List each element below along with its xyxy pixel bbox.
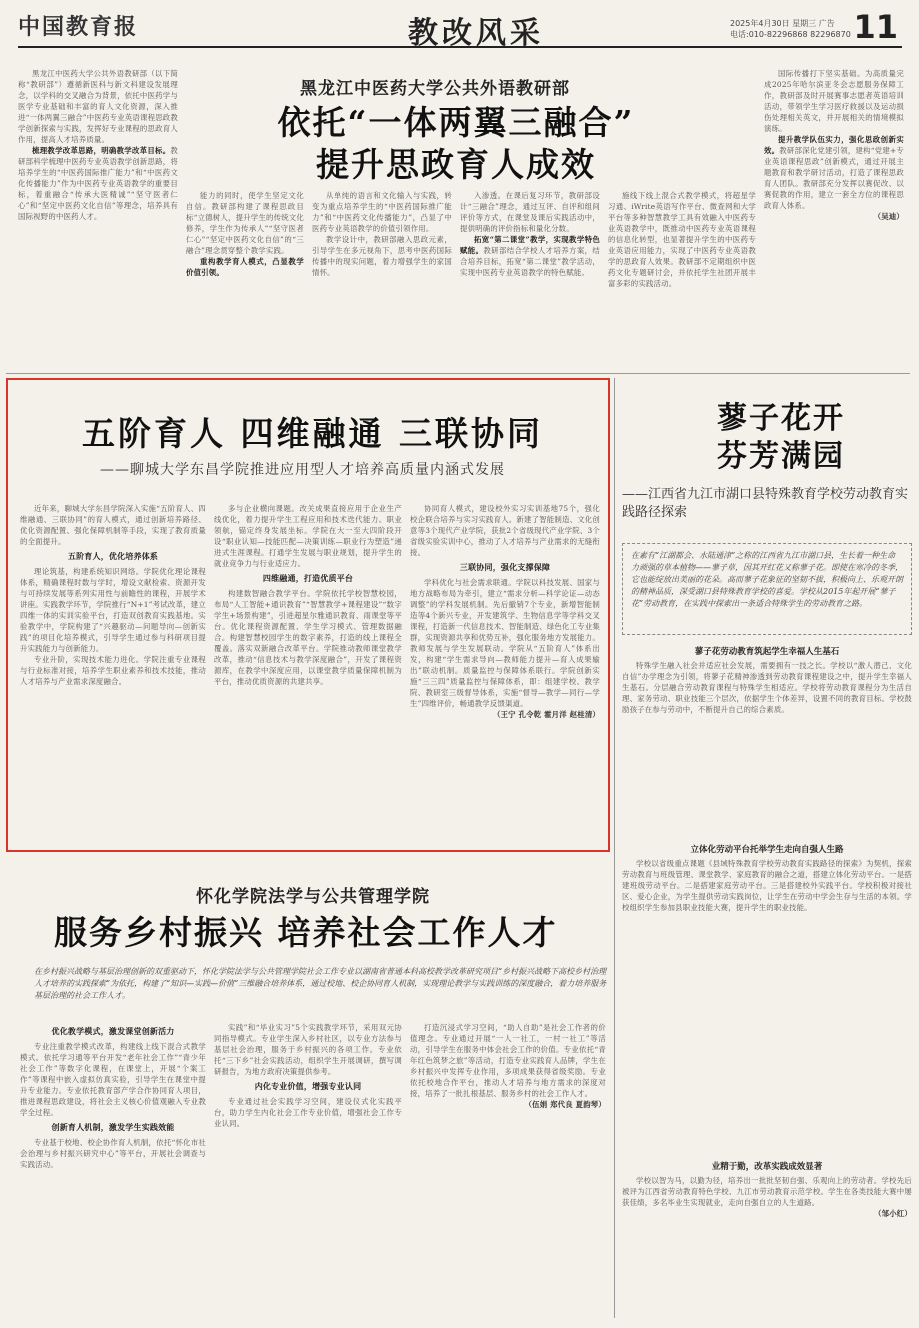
- section-heading: 四维融通，打造优质平台: [262, 573, 354, 583]
- subhead: 梳理教学改革思路，明确教学改革目标。: [32, 146, 171, 155]
- article1-col5: [608, 190, 756, 370]
- issue-meta: [730, 18, 851, 40]
- article3-heading2: 立体化劳动平台托举学生走向自强人生路: [690, 845, 844, 855]
- article2-col3: [410, 503, 600, 843]
- issue-date: 2025年4月30日 星期三 广告: [730, 19, 835, 28]
- article4-lead: 在乡村振兴战略与基层治理创新的双重驱动下，怀化学院法学与公共管理学院社会工作专业以湖南省普通本科高校教学改革研究项目“乡村振兴战略下高校乡村治理人才培养的实践探索”为依托，构建了“知识—实践—价值”三维融合培养体系，通过校地、校企协同育人机制，实现理论教学与实践训练的深度融合，着力培养服务基层治理的社会工作人才。: [34, 967, 607, 1000]
- article1-title-line1: 依托“一体两翼三融合”: [277, 103, 635, 142]
- page-number: 11: [853, 8, 898, 46]
- byline: （伍娟 郑代良 夏韵琴）: [524, 1100, 606, 1109]
- paragraph: 入渗透。在课后复习环节，教研部设计“三融合”理念，通过互评、自评和组间评价等方式，在课堂及课后实践活动中，提供明确的评价指标和量化分数。: [460, 191, 600, 233]
- article3-heading3: 业精于勤，改革实践成效显著: [711, 1162, 823, 1172]
- paragraph: 理论筑基，构建系统知识网络。学院优化理论课程体系，精确课程时数与学时，增设文献检索、资源开发与可持续发展等系列实用性与前瞻性的课程，开展学术讲座。实践教学环节，学院推行“N+1”考试改革，建立四维一体的实训实验平台，打造双创教育实践基地。实验教学中，学院构建了“兴趣驱动—问题导向—创新实践”的项目化培养模式，引导学生通过参与科研项目提升实践能力与创新能力。: [20, 567, 206, 653]
- paragraph: 从单纯的语言和文化输入与实践，转变为重点培养学生的“中医药国际推广能力”和“中医药文化传播能力”，凸显了中医药专业英语教学的价值引领作用。: [312, 191, 452, 233]
- divider: [614, 378, 615, 1318]
- section-heading: 五阶育人，优化培养体系: [67, 551, 159, 561]
- subhead: 重构教学育人模式，凸显教学价值引领。: [186, 257, 304, 277]
- byline: （王宁 孔令乾 霍月洋 赵桂清）: [493, 710, 600, 719]
- paragraph: 专业通过社会实践学习空间，建设仪式化实践平台，助力学生内化社会工作专业价值，增强社会工作专业认同。: [214, 1097, 402, 1128]
- article3-subtitle: ——江西省九江市湖口县特殊教育学校劳动教育实践路径探索: [622, 487, 909, 520]
- article3-text2: [622, 858, 912, 1148]
- article2-title: 五阶育人 四维融通 三联协同: [82, 414, 543, 453]
- article4-title: 服务乡村振兴 培养社会工作人才: [54, 913, 558, 952]
- byline: （邹小红）: [874, 1209, 912, 1218]
- paragraph: 教研部科学梳理中医药专业英语教学创新思路，将培养学生的“中医药国际推广能力”和“中医药文化传播能力”作为中医药专业英语教学的重要目标，着重融合“传承大医精诚”“坚守医者仁心”和“坚定中医药文化自信”等理念，培养具有国际视野的中医药人才。: [18, 146, 178, 221]
- paragraph: 近年来，聊城大学东昌学院深入实施“五阶育人、四维融通、三联协同”的育人模式，通过创新培养路径、优化资源配置、强化保障机制等手段，实现了教育质量的全面提升。: [20, 504, 206, 546]
- article3-title: [686, 400, 876, 476]
- article3-lead: 在素有“江湖都会、水陆通津”之称的江西省九江市湖口县，生长着一种生命力顽强的草本植物——蓼子草，因其开红花又称蓼子花。即使在寒冷的冬季，它也能绽放出美丽的花朵。高而蓼子花象征的坚韧不拔，积极向上、乐观开朗的精神品质，深受湖口县特殊教育学校的喜爱。学校从2015年起开展“蓼子花”劳动教育，在实践中探索出一条适合特殊学生的劳动教育之路。: [622, 543, 912, 635]
- paragraph: 打造沉浸式学习空间，“助人自助”是社会工作者的价值理念。专业通过开展“一人一社工，一村一社工”等活动，引导学生在服务中体会社会工作的价值。专业依托“青年红色筑梦之旅”等活动，打造专业实践育人品牌，学生在乡村振兴中发挥专业作用，多项成果获得省级奖励。专业依托校地合作平台，推动人才培养与地方需求的深度对接，培养了一批扎根基层、服务乡村的社会工作人才。: [410, 1023, 606, 1098]
- masthead: [18, 6, 902, 51]
- paragraph: 构建数智融合教学平台。学院依托学校智慧校园，布局“人工智能+通识教育”“智慧教学+课程建设”“数字学生+场景构建”，引进超星尔雅通识教育、雨课堂等平台。优化课程资源配置、学生学习模式、管理数据融合。构建智慧校园学生的数字素养，打造的线上课程全覆盖。落实双新融合改革平台。学院推动教师课堂教学改革，推动“信息技术与教学深度融合”，开发了课程资源库，在教学中深度应用，以课堂教学质量保障机制为平台，推动优质资源的共建共享。: [214, 589, 402, 686]
- paragraph: 专业基于校地、校企协作育人机制，依托“怀化市社会治理与乡村振兴研究中心”等平台，开展社会调查与实践活动。: [20, 1138, 206, 1169]
- article2-col1: [20, 503, 206, 843]
- article4-col1: [20, 1022, 206, 1322]
- subhead: 拓宽“第二课堂”教学，实现教学特色赋能。: [460, 235, 600, 255]
- paragraph: 学科优化与社会需求联通。学院以科技发展、国家与地方战略布局为牵引，建立“需求分析—科学论证—动态调整”的学科发展机制。先后撤销7个专业，新增智能制造等4个新兴专业，开发建筑学、生物信息学等学科交叉课程，打造新一代信息技术、智能制造、绿色化工专业集群，实现资源共享和优势互补，强化服务地方发展能力。教师发展与学生发展联动。学院从“五阶育人”体系出发，构建“学生需求导向—教师能力提升—育人成果输出”联动机制。质量监控与保障体系联行。学院创新实施“三三四”质量监控与保障体系，即：组建学校、教学院、教研室三级督导体系，实施“督导—教学—同行—学生”四维评价，畅通教学反馈渠道。: [410, 578, 600, 708]
- article4-col2: [214, 1022, 402, 1322]
- article2-col2: [214, 503, 402, 843]
- article1-col4: [460, 190, 600, 370]
- paragraph: 专业注重教学模式改革，构建线上线下混合式教学模式。依托学习通等平台开发“老年社会工作”“青少年社会工作”等数字化课程，在课堂上，开展“个案工作”等课程中嵌入虚拟仿真实验，引导学生在课堂中提升专业能力。专业依托教育部产学合作协同育人项目，推进课程思政建设，将社会主义核心价值观融入专业教学全过程。: [20, 1042, 206, 1117]
- article3-text1: [622, 660, 912, 838]
- article2-subtitle: ——聊城大学东昌学院推进应用型人才培养高质量内涵式发展: [100, 462, 505, 478]
- paragraph: 协同育人模式，建设校外实习实训基地75个，强化校企联合培养与实习实践育人。新建了智能制造、文化创意等3个现代产业学院，获批2个省级现代产业学院、3个省级实验实训中心，推动了人才培养与产业需求的无缝衔接。: [410, 504, 600, 557]
- section-heading: 三联协同，强化支撑保障: [459, 562, 551, 572]
- article3-title-line2: 芬芳满园: [717, 439, 845, 474]
- section-heading: 优化教学模式，激发课堂创新活力: [51, 1026, 175, 1036]
- section-heading: 创新育人机制，激发学生实践效能: [51, 1122, 175, 1132]
- paragraph: 多与企业横向课题。改关成果直接应用于企业生产线优化，着力提升学生工程应用和技术迭代能力。职业领航，锚定终身发展坐标。学院在大一至大四阶段开设“职业认知—技能匹配—决策训练—职业行为塑造”递进式生涯课程。打通学生发展与职业规划，提升学生的就业竞争力与行业适应力。: [214, 504, 402, 568]
- subhead: 提升教学队伍实力，强化思政创新实效。: [764, 135, 904, 155]
- paragraph: 学校以智为马，以勤为径，培养出一批批坚韧自强、乐观向上的劳动者。学校先后被评为江西省劳动教育特色学校、九江市劳动教育示范学校。学生在各类技能大赛中屡获佳绩，多名毕业生实现就业，走向自强自立的人生道路。: [622, 1176, 912, 1207]
- article1-kicker: 黑龙江中医药大学公共外语教研部: [300, 79, 570, 99]
- paragraph: 教研部结合学校人才培养方案，结合培养目标，拓宽“第二课堂”教学活动，实现中医药专业英语教学的特色赋能。: [460, 246, 600, 277]
- byline: （吴迪）: [873, 212, 904, 221]
- section-heading: 内化专业价值，增强专业认同: [254, 1081, 362, 1091]
- article4-col3: [410, 1022, 606, 1322]
- paragraph: 教学设计中，教研部融入思政元素，引导学生在多元视角下，思考中医药国际传播中的现实问题，着力增强学生的家国情怀。: [312, 235, 452, 277]
- article1-col2: [186, 190, 304, 370]
- article3-heading1: 蓼子花劳动教育筑起学生幸福人生基石: [694, 647, 840, 657]
- paragraph: 学校以省级重点课题《县域特殊教育学校劳动教育实践路径的探索》为契机，探索劳动教育与班级管理、课堂教学、家庭教育的融合之道，搭建立体化劳动平台。一是搭建班级劳动平台。二是搭建家庭劳动平台。三是搭建校外实践平台。学校积极对接社区、爱心企业，为学生提供劳动实践岗位，让学生在劳动中学会生存与生活的本领。学校组织学生参加县职业技能大赛，提升学生的职业技能。: [622, 859, 912, 912]
- paragraph: 专业升阶，实现技术能力进化。学院注重专业课程与行业标准对接，培养学生职业素养和技术技能，推动人才培养与产业需求深度融合。: [20, 655, 206, 686]
- paragraph: 教研部深化党建引领，建构“党建+专业英语课程思政”创新模式，通过开展主题教育和教学研讨活动，打造了课程思政育人团队。教研部充分发挥以赛促改、以赛促教的作用，建立一套全方位的课程思政育人体系。: [764, 146, 904, 210]
- paragraph: 特殊学生融入社会并适应社会发展，需要拥有一技之长。学校以“激人潜己、文化自信”办学理念为引领，将蓼子花精神渗透到劳动教育课程建设之中，提升学生幸福人生基石。分层融合劳动教育课程与特殊学生相适应。学校将劳动教育课程分为生活自理、家务劳动、职业技能三个层次，依据学生个体差异，设置不同的教育目标。学校鼓励孩子在参与劳动中，不断提升自己的综合素质。: [622, 661, 912, 714]
- article1-title: [196, 102, 716, 186]
- paragraph: 实践”和“毕业实习”5个实践教学环节，采用双元协同指导模式。专业学生深入乡村社区，以专业方法参与基层社会治理，服务于乡村振兴的各项工作。专业依托“三下乡”社会实践活动，组织学生开展调研，撰写调研报告，为地方政府决策提供参考。: [214, 1023, 402, 1076]
- article1-col6: [764, 68, 904, 370]
- newspaper-logo: 中国教育报: [18, 14, 139, 40]
- article1-title-line2: 提升思政育人成效: [316, 145, 596, 184]
- divider: [6, 373, 910, 374]
- article1-col3: [312, 190, 452, 370]
- paragraph: 国际传播打下坚实基础。为高质量完成2025年哈尔滨亚冬会志愿服务保障工作，教研部及时开展赛事志愿者英语培训活动，带领学生学习医疗救援以及运动损伤处理相关英文，并开展相关的情境模拟演练。: [764, 69, 904, 133]
- article3-text3: [622, 1175, 912, 1315]
- column-title: 教改风采: [408, 16, 544, 51]
- article1-col1: [18, 68, 178, 370]
- issue-phone: 电话:010-82296868 82296870: [730, 30, 851, 39]
- paragraph: 施线下线上混合式教学模式，将超星学习通、iWrite英语写作平台、微查网和大学平台等多种智慧教学工具有效融入中医药专业英语教学中，既推动中医药专业英语课程的信息化转型，也显著提升学生的中医药专业英语应用能力，实现了中医药专业英语教学的思政育人效果。教研部不定期组织中医药文化专题研讨会，并依托学生社团开展丰富多彩的实践活动。: [608, 191, 756, 288]
- article3-title-line1: 蓼子花开: [717, 401, 845, 436]
- article4-kicker: 怀化学院法学与公共管理学院: [196, 887, 430, 907]
- paragraph: 黑龙江中医药大学公共外语教研部（以下简称“教研部”）遵循新医科与新文科建设发展理念，以学科的交叉融合为背景，依托中医药学与医学专业基础和丰富的育人文化资源，深入推进“一体两翼三融合”中医药专业英语课程思政教学创新探索与实践，发挥好专业课程的思政育人作用，提高人才培养质量。: [18, 69, 178, 144]
- paragraph: 能力的同时，使学生坚定文化自信。教研部构建了课程思政目标“立德树人，提升学生的传统文化修养，学生作为传承人”“坚守医者仁心”“坚定中医药文化自信”的“三融合”理念贯穿整个教学实践。: [186, 191, 304, 255]
